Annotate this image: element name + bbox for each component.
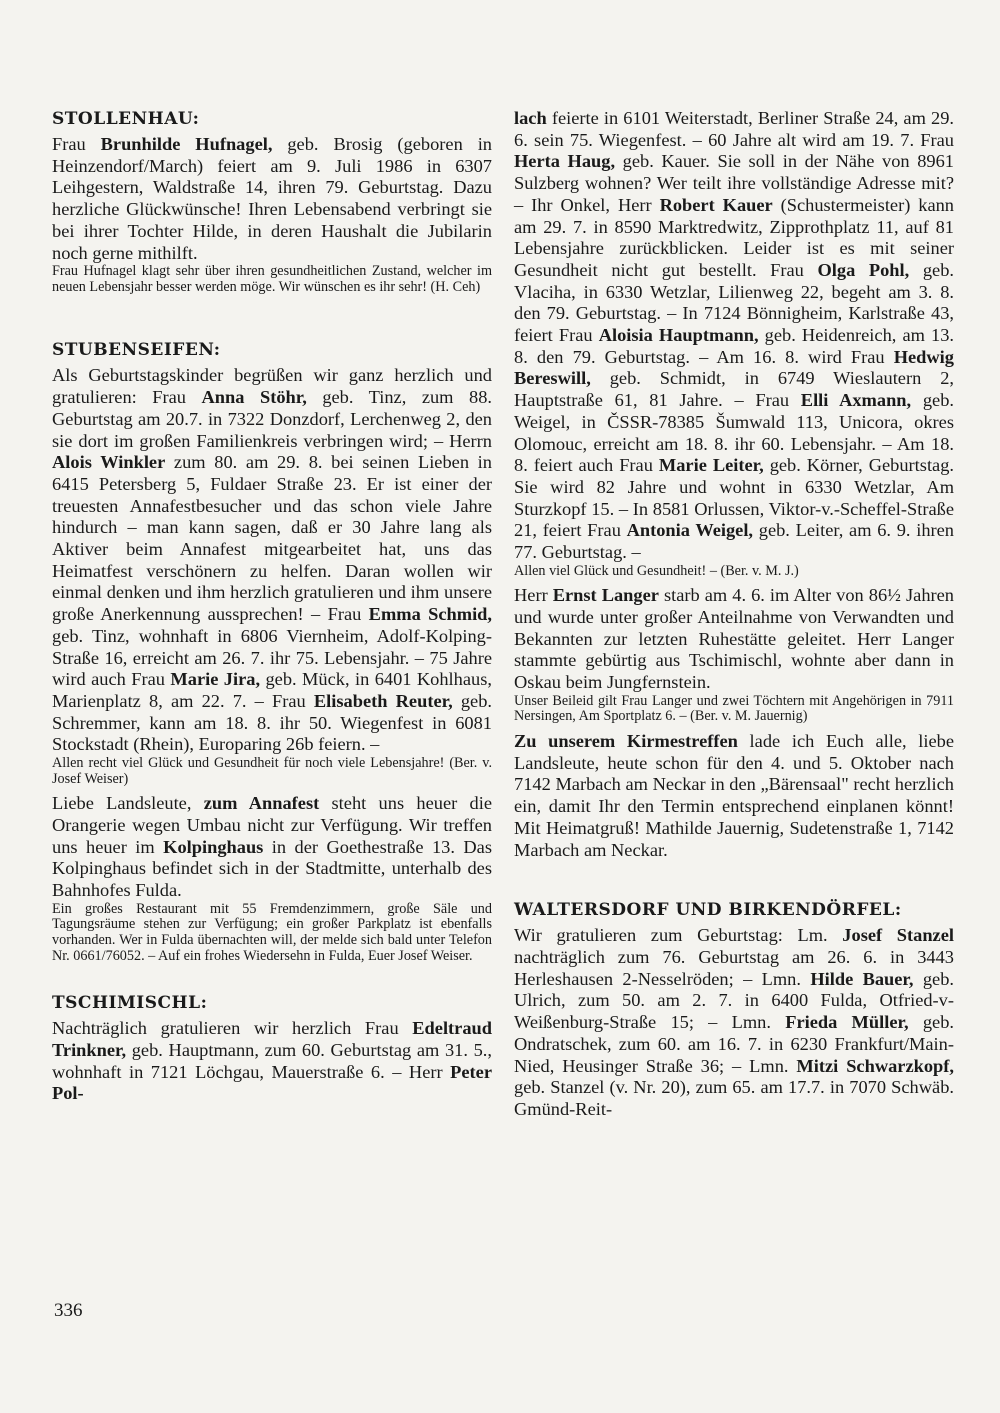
text-run: geb. Schmidt, in 6749 Wieslautern 2, Hauptstraße 61, 81 Jahre. – Frau <box>514 368 954 411</box>
text-run: zum 80. am 29. 8. bei seinen Lieben in 6415 Petersberg 5, Fuldaer Straße 23. Er ist einer der treuesten Annafestbesucher und das schon viele Jahre hindurch – man kann sagen, daß er 30 Jahre lang als Aktiver beim Annafest mitgearbeitet hat, uns das Heimatfest verschönern zu helfen. Daran wollen wir einmal denken und ihm herzlich gratulieren und ihm unsere große Anerkennung aussprechen! – Frau <box>52 452 492 625</box>
name-bold: Brunhilde Hufnagel, <box>100 134 273 154</box>
text-run: geb. Weigel, in ČSSR-78385 Šumwald 113, Unicora, okres Olomouc, erreicht am 18. 8. ihr 60. Lebensjahr. – Am 18. 8. feiert auch Frau <box>514 390 955 476</box>
text-run: geb. Vlaciha, in 6330 Wetzlar, Lilienweg 22, begeht am 3. 8. den 79. Geburtstag. – In 7124 Bönnigheim, Karlstraße 43, feiert Frau <box>514 259 955 346</box>
text-run: Als Geburtstagskinder begrüßen wir ganz herzlich und gratulieren: Frau <box>52 365 492 408</box>
name-bold: Elli Axmann, <box>800 390 912 411</box>
text-run: geb. Kauer. Sie soll in der Nähe von 8961 Sulzberg wohnen? Wer teilt ihre vollständige Adresse mit? – Ihr Onkel, Herr <box>514 151 954 215</box>
text-run: Frau <box>52 134 101 154</box>
name-bold: zum Annafest <box>203 793 320 814</box>
name-bold: Olga Pohl, <box>817 259 910 280</box>
text-run: nachträglich zum 76. Geburtstag am 26. 6. in 3443 Herleshausen 2-Nesselröden; – Lmn. <box>514 946 954 989</box>
text-run: in der Goethestraße 13. Das Kolpinghaus befindet sich in der Stadtmitte, unterhalb des Bahnhofes Fulda. <box>52 836 492 901</box>
text-run: Nachträglich gratulieren wir herzlich Frau <box>52 1018 413 1039</box>
article-text <box>514 108 954 564</box>
text-run: geb. Stanzel (v. Nr. 20), zum 65. am 17.7. in 7070 Schwäb. Gmünd-Reit- <box>514 1077 954 1119</box>
text-run: geb. Brosig (geboren in Heinzendorf/March) feiert am 9. Juli 1986 in 6307 Leihgestern, Waldstraße 14, ihren 79. Geburtstag. Dazu herzliche Glückwünsche! Ihren Lebensabend verbringt sie bei ihrer Tochter Hilde, in deren Haushalt die Jubilarin noch gerne mithilft. <box>52 134 492 263</box>
article-text <box>52 1018 492 1105</box>
text-run: steht uns heuer die Orangerie wegen Umbau nicht zur Verfügung. Wir treffen uns heuer im <box>52 793 492 857</box>
section-heading: WALTERSDORF UND BIRKENDÖRFEL: <box>514 900 902 921</box>
name-bold: Zu unserem Kirmestreffen <box>514 731 738 752</box>
name-bold: Elisabeth Reuter, <box>313 690 453 711</box>
name-bold: Ernst Langer <box>552 585 659 606</box>
right-column <box>514 108 954 1121</box>
text-run: geb. Tinz, wohnhaft in 6806 Viernheim, Adolf-Kolping-Straße 16, erreicht am 26. 7. ihr 75. Lebensjahr. – 75 Jahre wird auch Frau <box>52 625 492 690</box>
section-heading: STUBENSEIFEN: <box>52 340 221 361</box>
article-text <box>514 731 954 861</box>
text-run: geb. Hauptmann, zum 60. Geburtstag am 31. 5., wohnhaft in 7121 Löchgau, Mauerstraße 6. – Herr <box>52 1039 492 1082</box>
article-note: Allen viel Glück und Gesundheit! – (Ber. v. M. J.) <box>514 562 799 579</box>
article-note: Unser Beileid gilt Frau Langer und zwei Töchtern mit Angehörigen in 7911 Nersingen, Am Sportplatz 6. – (Ber. v. M. Jauernig) <box>514 692 954 725</box>
name-bold: Marie Jira, <box>170 669 261 690</box>
text-run: geb. Heidenreich, am 13. 8. den 79. Geburtstag. – Am 16. 8. wird Frau <box>514 325 955 367</box>
text-run: Herr <box>514 585 553 606</box>
name-bold: Marie Leiter, <box>658 455 764 476</box>
article-note: Allen recht viel Glück und Gesundheit für noch viele Lebensjahre! (Ber. v. Josef Weiser) <box>52 755 492 787</box>
article-text <box>514 585 954 694</box>
name-bold: Edeltraud Trinkner, <box>52 1018 492 1060</box>
section-stubenseifen <box>52 339 492 964</box>
name-bold: Hilde Bauer, <box>810 968 914 989</box>
name-bold: lach <box>514 108 547 128</box>
text-run: geb. Ondratschek, zum 60. am 16. 7. in 6230 Frankfurt/Main-Nied, Heusinger Straße 36; – Lmn. <box>514 1012 955 1076</box>
text-run: Wir gratulieren zum Geburtstag: Lm. <box>514 925 843 946</box>
text-run: starb am 4. 6. im Alter von 86½ Jahren und wurde unter großer Anteilnahme von Verwandten und Bekannten zur letzten Ruhestätte geleitet. Herr Langer stammte gebürtig aus Tschimischl, wohnte aber dann in Oskau beim Jungfernstein. <box>514 585 954 693</box>
page-number: 336 <box>54 1300 83 1321</box>
section-tschimischl <box>52 992 492 1105</box>
section-heading: TSCHIMISCHL: <box>52 993 208 1014</box>
text-run: geb. Mück, in 6401 Kohlhaus, Marienplatz 8, am 22. 7. – Frau <box>52 669 492 711</box>
text-run: geb. Ulrich, zum 50. am 2. 7. in 6400 Fulda, Otfried-v-Weißenburg-Straße 15; – Lmn. <box>514 968 954 1033</box>
section-waltersdorf <box>514 899 954 1120</box>
name-bold: Antonia Weigel, <box>626 520 754 541</box>
name-bold: Anna Stöhr, <box>201 387 307 408</box>
name-bold: Alois Winkler <box>52 452 166 473</box>
text-run: geb. Leiter, am 6. 9. ihren 77. Geburtstag. – <box>514 520 954 563</box>
article-text <box>52 793 492 902</box>
section-heading: STOLLENHAU: <box>52 109 200 129</box>
text-run: Liebe Landsleute, <box>52 793 204 814</box>
name-bold: Aloisia Hauptmann, <box>598 325 759 346</box>
text-run: feierte in 6101 Weiterstadt, Berliner Straße 24, am 29. 6. sein 75. Wiegenfest. – 60 Jahre alt wird am 19. 7. Frau <box>514 108 954 150</box>
name-bold: Josef Stanzel <box>842 925 954 946</box>
text-run: geb. Schremmer, kann am 18. 8. ihr 50. Wiegenfest in 6081 Stockstadt (Rhein), Europaring 26b feiern. – <box>52 690 492 755</box>
text-run: lade ich Euch alle, liebe Landsleute, heute schon für den 4. und 5. Oktober nach 7142 Marbach am Neckar in den „Bärensaal" recht herzlich ein, damit Ihr den Termin entsprechend einplanen könnt! Mit Heimatgruß! Mathilde Jauernig, Sudetenstraße 1, 7142 Marbach am Neckar. <box>514 731 954 860</box>
article-note: Ein großes Restaurant mit 55 Fremdenzimmern, große Säle und Tagungsräume stehen zur Verfügung; ein großer Parkplatz ist ebenfalls vorhanden. Wer in Fulda übernachten will, der melde sich bald unter Telefon Nr. 0661/76052. – Auf ein frohes Wiedersehn in Fulda, Euer Josef Weiser. <box>52 900 492 964</box>
name-bold: Herta Haug, <box>514 151 616 172</box>
article-text <box>52 365 492 756</box>
name-bold: Frieda Müller, <box>785 1012 909 1033</box>
name-bold: Hedwig Bereswill, <box>514 346 954 389</box>
name-bold: Emma Schmid, <box>368 604 493 625</box>
section-stollenhau <box>52 108 492 295</box>
text-run: geb. Tinz, zum 88. Geburtstag am 20.7. in 7322 Donzdorf, Lerchenweg 2, den sie dort im großen Familienkreis verbringen wird; – Herrn <box>52 387 492 451</box>
text-run: geb. Körner, Geburtstag. Sie wird 82 Jahre und wohnt in 6330 Wetzlar, Am Sturzkopf 15. – In 8581 Orlussen, Viktor-v.-Scheffel-Straße 21, feiert Frau <box>514 455 955 541</box>
name-bold: Mitzi Schwarzkopf, <box>796 1055 954 1076</box>
name-bold: Peter Pol- <box>52 1061 492 1104</box>
article-text <box>52 134 492 264</box>
article-text <box>514 925 954 1120</box>
text-run: (Schustermeister) kann am 29. 7. in 8590 Marktredwitz, Zipprothplatz 11, auf 81 Lebensjahre zurückblicken. Leider ist es mit seiner Gesundheit nicht gut bestellt. Frau <box>514 194 955 280</box>
left-column <box>52 108 492 1105</box>
article-note: Frau Hufnagel klagt sehr über ihren gesundheitlichen Zustand, welcher im neuen Lebensjahr besser werden möge. Wir wünschen es ihr sehr! (H. Ceh) <box>52 263 492 295</box>
name-bold: Robert Kauer <box>659 194 773 215</box>
name-bold: Kolpinghaus <box>163 836 264 857</box>
